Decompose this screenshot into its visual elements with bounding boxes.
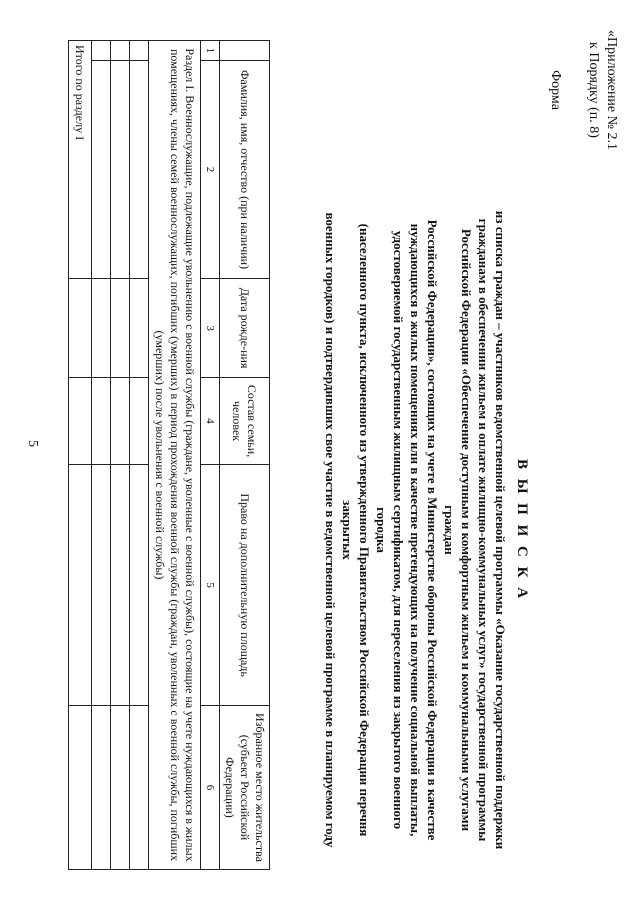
cell bbox=[69, 377, 92, 464]
column-number: 2 bbox=[201, 60, 220, 279]
header-cell bbox=[220, 41, 270, 61]
column-number: 1 bbox=[201, 41, 220, 61]
document-heading bbox=[322, 210, 530, 850]
heading-line-5: нуждающихся в жилых помещениях или в качестве претендующих на получение социальной выплаты, bbox=[408, 223, 423, 837]
cell bbox=[69, 465, 92, 706]
column-number: 5 bbox=[201, 465, 220, 706]
appendix-line-2: к Порядку (п. 8) bbox=[586, 42, 601, 138]
table-row bbox=[130, 41, 149, 870]
appendix-block bbox=[546, 30, 620, 150]
table-row bbox=[92, 41, 111, 870]
cell bbox=[130, 705, 149, 869]
cell bbox=[92, 279, 111, 377]
section-text: Раздел I. Военнослужащие, подлежащие увольнению с военной службы (граждане, уволенные с военной службы), состоящие на учете нуждающихся в жилых помещениях, члены семей военнослужащих, погибших (умерших) в период прохождения военной службы (граждан, уволенных с военной службы, погибших (умерших) после увольнения с военной службы) bbox=[149, 41, 201, 870]
column-number: 3 bbox=[201, 279, 220, 377]
cell bbox=[92, 465, 111, 706]
total-row bbox=[69, 41, 92, 870]
cell bbox=[111, 60, 130, 279]
form-label: Форма bbox=[548, 70, 563, 110]
heading-line-7: (населенного пункта, исключенного из утвержденного Правительством Российской Федерации перечня закрытых bbox=[340, 223, 372, 837]
heading-line-6: удостоверяемой государственным жилищным сертификатом, для переселения из закрытого военного городка bbox=[374, 230, 406, 830]
cell bbox=[92, 41, 111, 61]
cell bbox=[111, 465, 130, 706]
header-cell: Дата рожде-ния bbox=[220, 279, 270, 377]
heading-line-4: Российской Федерации», состоящих на учете в Министерстве обороны Российской Федерации в качестве bbox=[425, 219, 440, 841]
cell bbox=[92, 705, 111, 869]
page-number: 5 bbox=[25, 440, 40, 447]
section-row bbox=[149, 41, 201, 870]
column-number: 6 bbox=[201, 705, 220, 869]
heading-line-2: гражданам в обеспечении жильем и оплате жилищно-коммунальных услуг» государственной программы bbox=[476, 218, 491, 842]
heading-line-1: из списка граждан – участников ведомственной целевой программы «Оказание государственной поддержки bbox=[493, 210, 508, 850]
header-cell: Право на дополнительную площадь bbox=[220, 465, 270, 706]
cell bbox=[111, 279, 130, 377]
header-cell: Состав семьи, человек bbox=[220, 377, 270, 464]
header-cell: Фамилия, имя, отчество (при наличии) bbox=[220, 60, 270, 279]
total-label: Итого по разделу I bbox=[69, 41, 92, 279]
cell bbox=[111, 377, 130, 464]
column-number: 4 bbox=[201, 377, 220, 464]
table-header-row bbox=[220, 41, 270, 870]
cell bbox=[69, 279, 92, 377]
column-number-row bbox=[201, 41, 220, 870]
cell bbox=[69, 705, 92, 869]
cell bbox=[130, 465, 149, 706]
cell bbox=[92, 377, 111, 464]
document-title: В Ы П И С К А bbox=[514, 458, 530, 602]
appendix-line-1: «Приложение № 2.1 bbox=[604, 30, 619, 150]
cell bbox=[111, 41, 130, 61]
cell bbox=[130, 60, 149, 279]
cell bbox=[92, 60, 111, 279]
cell bbox=[130, 377, 149, 464]
cell bbox=[111, 705, 130, 869]
heading-line-3: Российской Федерации «Обеспечение доступным и комфортным жильем и коммунальными услугами граждан bbox=[442, 228, 474, 832]
cell bbox=[130, 279, 149, 377]
header-cell: Избранное место жительства (субъект Российской Федерации) bbox=[220, 705, 270, 869]
table-row bbox=[111, 41, 130, 870]
extract-table bbox=[68, 40, 270, 870]
heading-line-8: военных городков) и подтвердивших свое участие в ведомственной целевой программе в планируемом году bbox=[323, 212, 338, 848]
cell bbox=[130, 41, 149, 61]
